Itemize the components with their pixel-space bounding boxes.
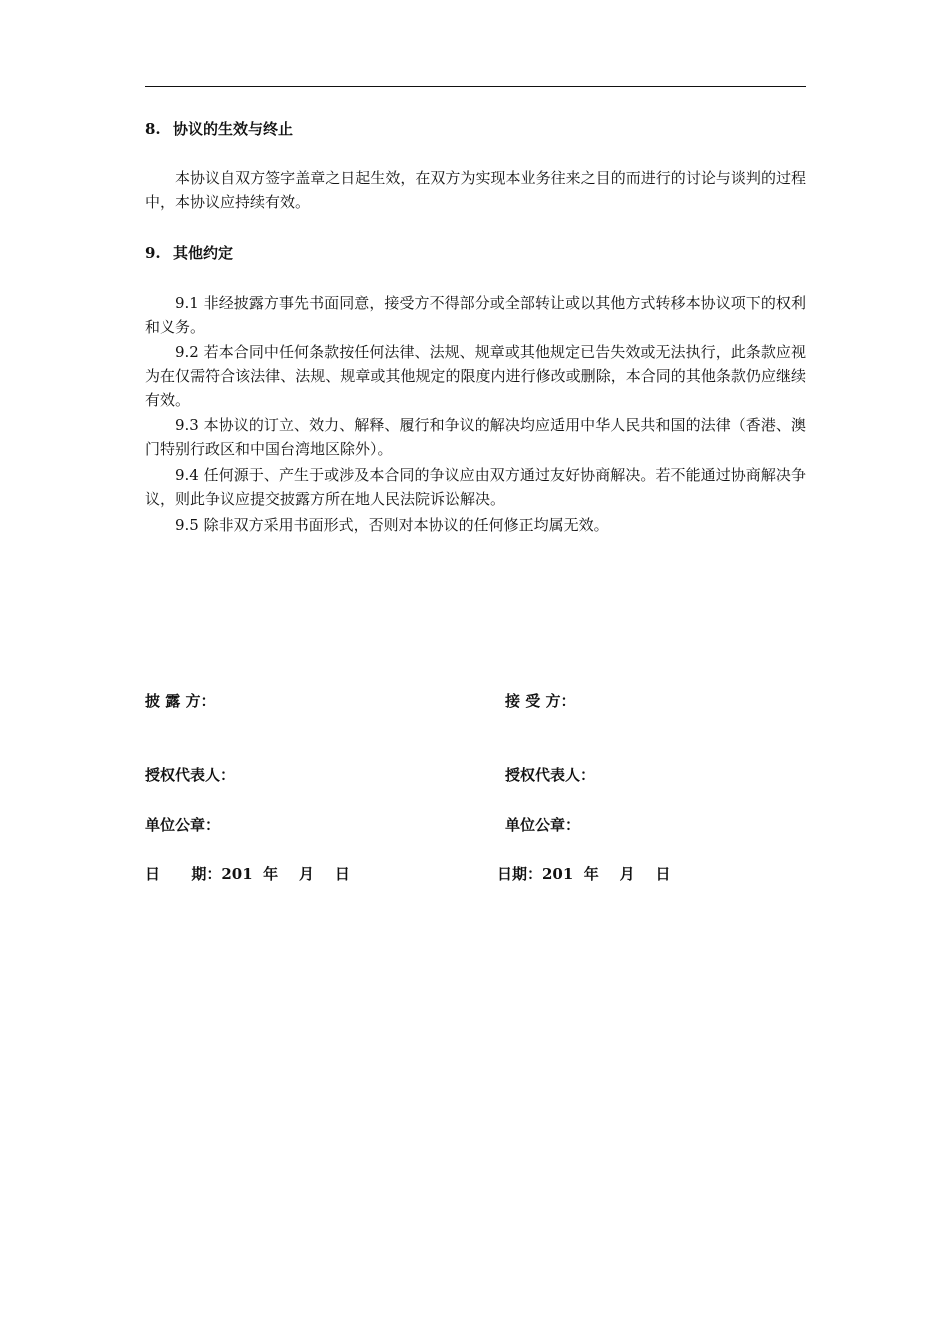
disclosing-date-label: 日 期：201 年 月 日 [145,865,350,883]
clause-9-3: 9.3 本协议的订立、效力、解释、履行和争议的解决均应适用中华人民共和国的法律（香港、澳门特别行政区和中国台湾地区除外）。 [145,416,806,458]
receiving-representative-label: 授权代表人： [505,766,596,784]
disclosing-seal-label: 单位公章： [145,816,221,834]
clause-9-2: 9.2 若本合同中任何条款按任何法律、法规、规章或其他规定已告失效或无法执行，此条款应视为在仅需符合该法律、法规、规章或其他规定的限度内进行修改或删除，本合同的其他条款仍应继续有效。 [145,343,806,409]
receiving-party-label: 接 受 方： [505,692,576,710]
section-9-title: 其他约定 [173,244,234,262]
receiving-date-label: 日期：201 年 月 日 [497,865,671,883]
section-8-title: 协议的生效与终止 [173,120,294,138]
section-8-heading [145,119,293,139]
disclosing-representative-label: 授权代表人： [145,766,236,784]
header-rule [145,86,806,87]
section-8-body: 本协议自双方签字盖章之日起生效，在双方为实现本业务往来之目的而进行的讨论与谈判的过程中，本协议应持续有效。 [145,169,806,211]
section-8-number: 8. [145,120,161,138]
clause-9-1: 9.1 非经披露方事先书面同意，接受方不得部分或全部转让或以其他方式转移本协议项下的权利和义务。 [145,294,806,336]
clause-9-4: 9.4 任何源于、产生于或涉及本合同的争议应由双方通过友好协商解决。若不能通过协商解决争议，则此争议应提交披露方所在地人民法院诉讼解决。 [145,466,806,508]
section-9-heading [145,243,233,263]
section-9-number: 9. [145,244,161,262]
clause-9-5: 9.5 除非双方采用书面形式，否则对本协议的任何修正均属无效。 [175,516,609,534]
disclosing-party-label: 披 露 方： [145,692,216,710]
receiving-seal-label: 单位公章： [505,816,581,834]
